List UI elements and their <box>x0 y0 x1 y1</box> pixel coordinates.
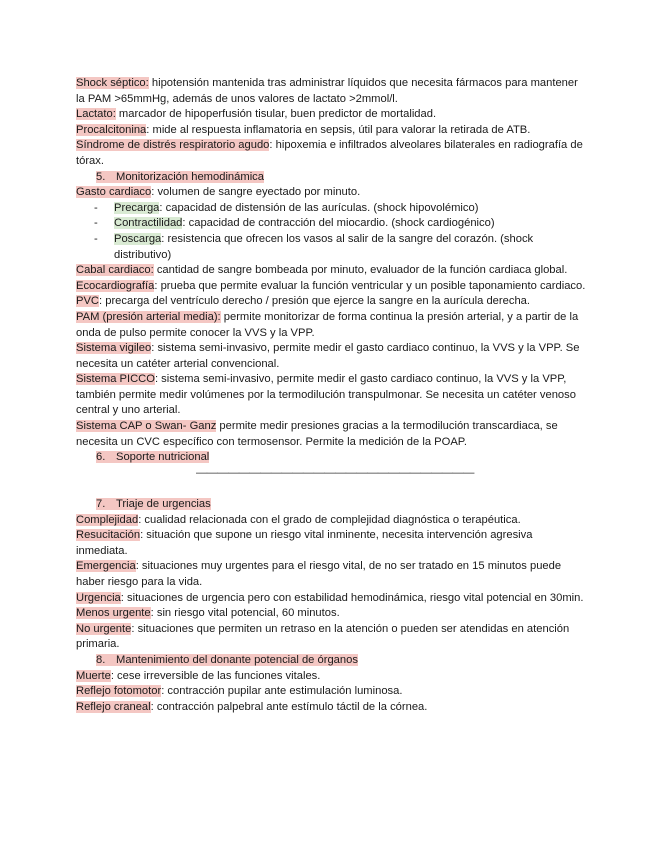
definition-text: permite monitorizar de forma continua la presión arterial, y a partir de la onda de pulso permite conocer la VVS y la VPP. <box>76 310 579 339</box>
list-item-precarga <box>76 201 586 217</box>
definition-text: marcador de hipoperfusión tisular, buen predictor de mortalidad. <box>115 108 437 121</box>
definition-text: : mide al respuesta inflamatoria en sepsis, útil para valorar la retirada de ATB. <box>146 123 531 136</box>
definition-menos-urgente <box>76 606 586 622</box>
definition-sistema-picco <box>76 372 586 419</box>
definition-text: : hipoxemia e infiltrados alveolares bilaterales en radiografía de tórax. <box>76 139 583 167</box>
section-heading-6 <box>76 450 586 466</box>
definition-text: : capacidad de contracción del miocardio. (shock cardiogénico) <box>182 217 495 230</box>
definition-text: : volumen de sangre eyectado por minuto. <box>151 186 361 199</box>
definition-complejidad <box>76 513 586 529</box>
definition-gasto-cardiaco <box>76 185 586 201</box>
definition-text: : contracción pupilar ante estimulación luminosa. <box>161 685 403 698</box>
blank-line <box>76 481 586 497</box>
term-highlight: Complejidad <box>76 513 139 526</box>
term-highlight: Reflejo craneal <box>76 700 151 713</box>
definition-text: cantidad de sangre bombeada por minuto, evaluador de la función cardiaca global. <box>153 264 568 277</box>
term-highlight: Lactato: <box>76 108 116 121</box>
section-heading-highlight <box>96 171 264 183</box>
definition-text: : contracción palpebral ante estímulo táctil de la córnea. <box>150 700 428 713</box>
term-highlight-green: Contractilidad <box>114 217 183 230</box>
term-highlight: Sistema vigileo <box>76 342 152 355</box>
term-highlight: PVC <box>76 295 100 308</box>
definition-text: : situaciones que permiten un retraso en la atención o pueden ser atendidas en atención primaria. <box>76 622 570 651</box>
definition-text: : sistema semi-invasivo, permite medir el gasto cardiaco continuo, la VVS y la VPP, también permite medir volúmenes por la termodilución transpulmonar. Se necesita un catéter venoso central y uno arterial. <box>76 373 576 417</box>
section-heading-highlight <box>96 451 209 463</box>
definition-lactato <box>76 107 586 123</box>
section-number: 6. <box>96 451 106 464</box>
document-body <box>76 76 586 715</box>
definition-procalcitonina <box>76 123 586 139</box>
definition-text: : cualidad relacionada con el grado de complejidad diagnóstica o terapéutica. <box>138 513 521 526</box>
term-highlight: Shock séptico: <box>76 77 149 89</box>
definition-emergencia <box>76 559 586 590</box>
gasto-cardiaco-list <box>76 201 586 263</box>
term-highlight: Sistema PICCO <box>76 373 155 386</box>
definition-text: : precarga del ventrículo derecho / presión que ejerce la sangre en la aurícula derecha. <box>99 295 530 308</box>
term-highlight: Procalcitonina <box>76 123 147 136</box>
term-highlight: Ecocardiografía <box>76 279 155 292</box>
section-title: Soporte nutricional <box>116 451 210 464</box>
section-title: Triaje de urgencias <box>116 498 211 511</box>
term-highlight: Resucitación <box>76 529 141 542</box>
term-highlight-green: Precarga <box>114 201 160 214</box>
definition-text: : prueba que permite evaluar la función ventricular y un posible taponamiento cardiaco. <box>154 279 586 292</box>
term-highlight: No urgente <box>76 622 132 635</box>
definition-shock-septico <box>76 76 586 107</box>
list-item-contractilidad <box>76 216 586 232</box>
bullet-dash: - <box>94 201 98 214</box>
definition-no-urgente <box>76 622 586 653</box>
bullet-dash: - <box>94 217 98 230</box>
definition-sistema-cap <box>76 419 586 450</box>
definition-text: : resistencia que ofrecen los vasos al salir de la sangre del corazón. (shock distributivo) <box>114 232 534 261</box>
section-heading-7 <box>76 497 586 513</box>
definition-reflejo-fotomotor <box>76 684 586 700</box>
definition-text: : sistema semi-invasivo, permite medir el gasto cardiaco continuo, la VVS y la VPP. Se necesita un catéter arterial convencional. <box>76 342 580 370</box>
definition-text: : cese irreversible de las funciones vitales. <box>110 669 321 682</box>
definition-sistema-vigileo <box>76 341 586 372</box>
section-title: Mantenimiento del donante potencial de órganos <box>116 653 358 666</box>
term-highlight-green: Poscarga <box>114 232 162 245</box>
list-item-poscarga <box>76 232 586 263</box>
definition-text: : situaciones muy urgentes para el riesgo vital, de no ser tratado en 15 minutos puede haber riesgo para la vida. <box>76 560 562 588</box>
definition-urgencia <box>76 591 586 607</box>
definition-muerte <box>76 669 586 685</box>
definition-text: : sin riesgo vital potencial, 60 minutos. <box>150 607 340 620</box>
bullet-dash: - <box>94 232 98 245</box>
definition-cabal-cardiaco <box>76 263 586 279</box>
section-heading-8 <box>76 653 586 669</box>
definition-text: permite medir presiones gracias a la termodilución transcardiaca, se necesita un CVC específico con termosensor. Permite la medición de la POAP. <box>76 420 558 448</box>
definition-resucitacion <box>76 528 586 559</box>
definition-text: : situaciones de urgencia pero con estabilidad hemodinámica, riesgo vital potencial en 30min. <box>120 591 584 604</box>
term-highlight: Muerte <box>76 669 111 682</box>
definition-reflejo-craneal <box>76 700 586 716</box>
section-number: 8. <box>96 653 106 666</box>
definition-text: hipotensión mantenida tras administrar líquidos que necesita fármacos para mantener la PAM >65mmHg, además de unos valores de lactato >2mmol/l. <box>76 77 578 105</box>
definition-sdra <box>76 138 586 169</box>
term-highlight: Menos urgente <box>76 607 151 620</box>
section-title: Monitorización hemodinámica <box>116 170 264 183</box>
section-heading-highlight <box>96 654 358 666</box>
section-number: 5. <box>96 170 106 183</box>
term-highlight: Síndrome de distrés respiratorio agudo <box>76 139 270 152</box>
term-highlight: PAM (presión arterial media): <box>76 310 221 323</box>
definition-text: : capacidad de distensión de las aurículas. (shock hipovolémico) <box>159 201 479 214</box>
definition-pam <box>76 310 586 341</box>
definition-ecocardiografia <box>76 279 586 295</box>
horizontal-separator: —————————————————————————— <box>196 466 474 479</box>
term-highlight: Cabal cardiaco: <box>76 264 154 277</box>
term-highlight: Sistema CAP o Swan- Ganz <box>76 420 217 433</box>
term-highlight: Reflejo fotomotor <box>76 685 162 698</box>
term-highlight: Emergencia <box>76 560 136 573</box>
term-highlight: Gasto cardiaco <box>76 186 152 199</box>
section-number: 7. <box>96 498 106 511</box>
definition-text: : situación que supone un riesgo vital inminente, necesita intervención agresiva inmediata. <box>76 529 533 557</box>
section-heading-highlight <box>96 498 211 510</box>
term-highlight: Urgencia <box>76 591 121 604</box>
section-heading-5 <box>76 170 586 186</box>
definition-pvc <box>76 294 586 310</box>
